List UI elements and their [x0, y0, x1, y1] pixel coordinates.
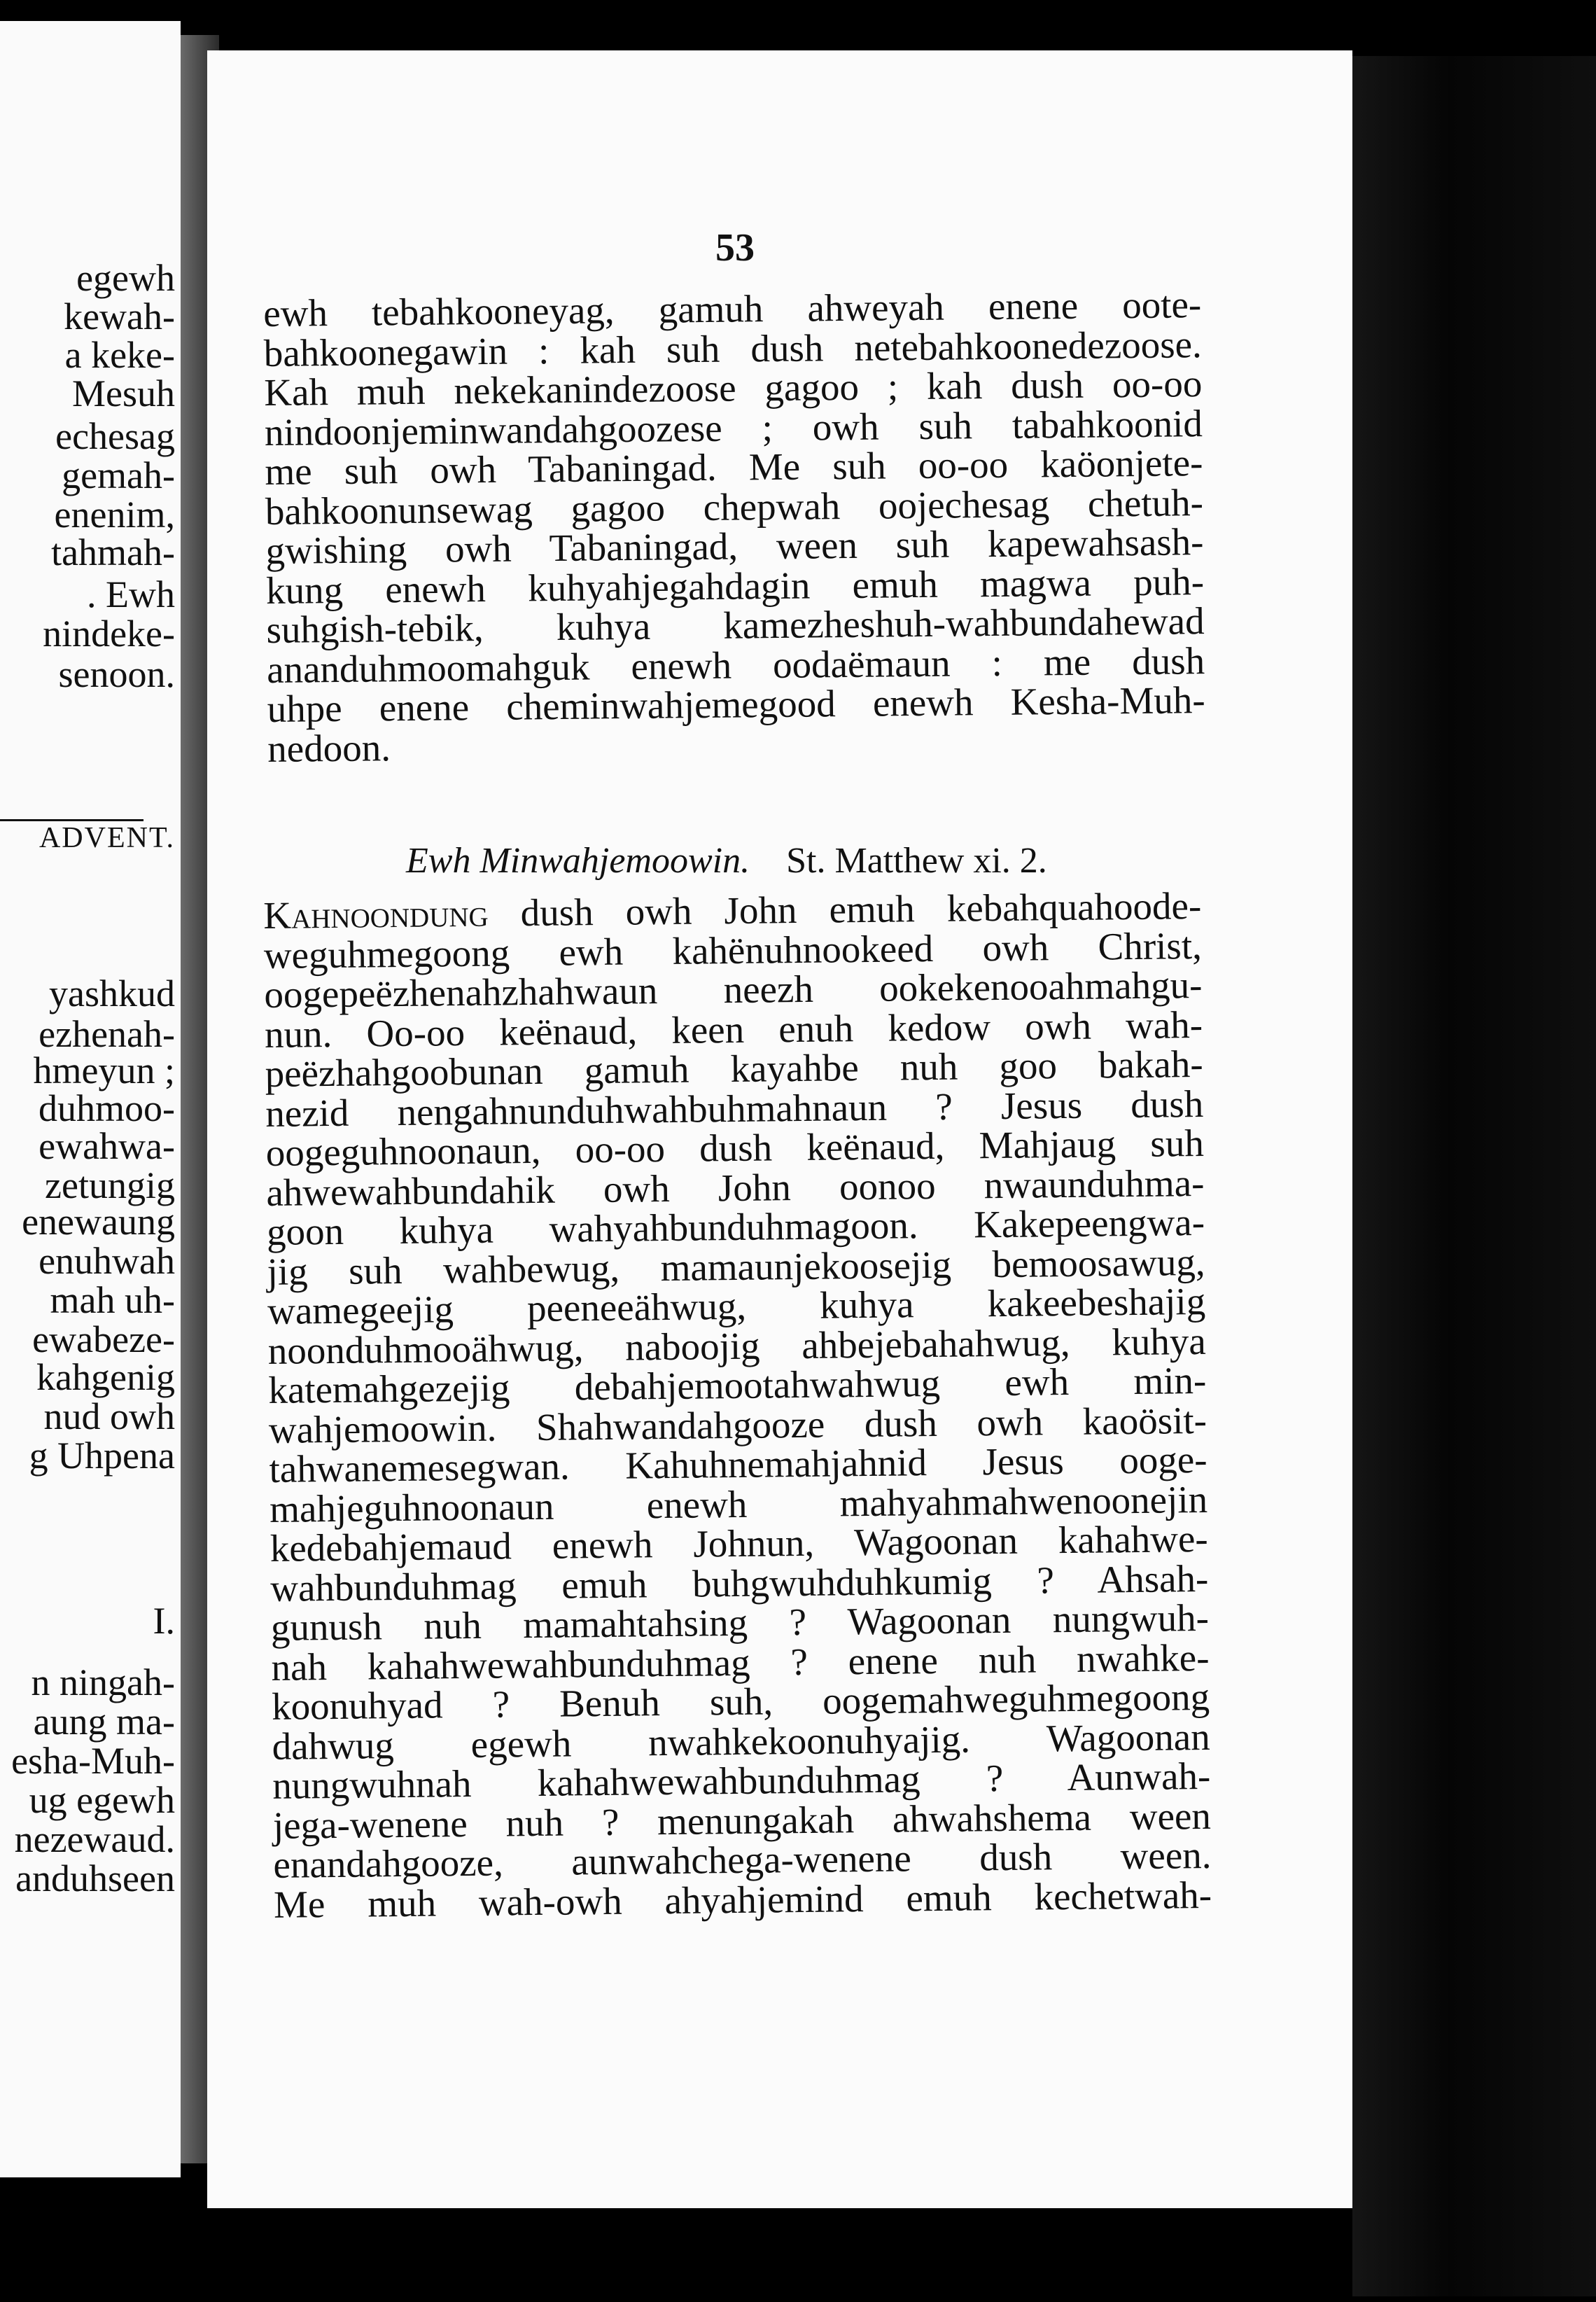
paragraph-line: Kah muh nekekanindezoose gagoo ; kah dush oo-oo	[264, 362, 1203, 414]
left-page-line: enewaung	[22, 1201, 175, 1243]
paragraph-line: nun. Oo-oo keënaud, keen enuh kedow owh wah-	[264, 1003, 1203, 1056]
paragraph-line: nah kahahwewahbunduhmag ? enene nuh nwahke-	[271, 1635, 1210, 1689]
paragraph-line: mahjeguhnoonaun enewh mahyahmahwenoonejin	[269, 1477, 1208, 1530]
paragraph-line: nungwuhnah kahahwewahbunduhmag ? Aunwah-	[272, 1754, 1211, 1807]
paragraph-line: gwishing owh Tabaningad, ween suh kapewahsash-	[265, 520, 1204, 572]
paragraph-line: oogepeëzhenahzhahwaun neezh ookekenooahmahgu-	[264, 963, 1203, 1016]
left-page-line: ug egewh	[29, 1779, 175, 1821]
left-page-line: kahgenig	[36, 1356, 175, 1398]
paragraph-line: uhpe enene cheminwahjemegood enewh Kesha-Muh-	[267, 678, 1205, 730]
paragraph-line: oogeguhnoonaun, oo-oo dush keënaud, Mahjaug suh	[265, 1121, 1205, 1174]
left-page-line: ewabeze-	[32, 1318, 175, 1360]
paragraph-line: nindoonjeminwandahgoozese ; owh suh tabahkoonid	[264, 401, 1203, 454]
left-facing-page	[0, 21, 181, 2177]
paragraph-line: wahbunduhmag emuh buhgwuhduhkumig ? Ahsah-	[270, 1556, 1209, 1610]
paragraph-line: ananduhmoomahguk enewh oodaëmaun : me dush	[266, 639, 1205, 691]
left-page-line: nud owh	[43, 1395, 175, 1437]
left-page-line: tahmah-	[51, 531, 175, 573]
paragraph-line: katemahgezejig debahjemootahwahwug ewh min-	[268, 1358, 1207, 1411]
paragraph-line: peëzhahgoobunan gamuh kayahbe nuh goo bakah-	[265, 1042, 1203, 1095]
paragraph-line: dahwug egewh nwahkekoonuhyajig. Wagoonan	[272, 1715, 1210, 1768]
left-page-line: enuhwah	[38, 1240, 175, 1282]
page-number: 53	[715, 226, 755, 270]
first-line-rest: dush owh John emuh kebahquahoode-	[488, 884, 1202, 935]
paragraph-line: koonuhyad ? Benuh suh, oogemahweguhmegoong	[271, 1675, 1210, 1728]
paragraph-line: kung enewh kuhyahjegahdagin emuh magwa puh-	[265, 559, 1205, 612]
section-reference: St. Matthew xi. 2.	[786, 841, 1047, 881]
paragraph-line: jega-wenene nuh ? menungakah ahwahshema ween	[272, 1794, 1212, 1847]
left-page-line: n ningah-	[31, 1661, 175, 1703]
paragraph-line: suhgish-tebik, kuhya kamezheshuh-wahbundahewad	[266, 599, 1205, 651]
paragraph-line: gunush nuh mamahtahsing ? Wagoonan nungwuh-	[270, 1596, 1210, 1649]
left-page-line: g Uhpena	[29, 1435, 175, 1477]
left-page-line: ewahwa-	[38, 1125, 175, 1167]
paragraph-line: weguhmegoong ewh kahënuhnookeed owh Christ,	[263, 923, 1203, 977]
left-page-line: kewah-	[64, 295, 175, 337]
left-page-line: enenim,	[54, 494, 175, 536]
left-page-line: echesag	[55, 415, 175, 457]
left-page-line: ADVENT.	[38, 822, 175, 854]
left-page-line: . Ewh	[87, 573, 175, 615]
left-page-line: hmeyun ;	[33, 1049, 175, 1091]
paragraph-line: nedoon.	[267, 725, 391, 770]
paragraph-line: goon kuhya wahyahbunduhmagoon. Kakepeengwa-	[266, 1200, 1205, 1253]
paragraph-line: nezid nengahnunduhwahbuhmahnaun ? Jesus dush	[265, 1082, 1204, 1135]
drop-word: Kahnoondung	[262, 891, 489, 937]
paragraph-line: noonduhmooähwug, naboojig ahbejebahahwug, kuhya	[267, 1319, 1207, 1372]
left-page-line: egewh	[76, 257, 175, 299]
paragraph-line: me suh owh Tabaningad. Me suh oo-oo kaöonjete-	[265, 441, 1203, 493]
paragraph-line: kedebahjemaud enewh Johnun, Wagoonan kahahwe-	[270, 1516, 1209, 1570]
paragraph-line: enandahgooze, aunwahchega-wenene dush ween.	[273, 1833, 1212, 1886]
paragraph-line: tahwanemesegwan. Kahuhnemahjahnid Jesus ooge-	[269, 1437, 1208, 1491]
book-edge-shadow	[1352, 56, 1596, 2296]
paragraph-line: ewh tebahkooneyag, gamuh ahweyah enene oote-	[262, 283, 1202, 335]
paragraph-line: bahkoonunsewag gagoo chepwah oojechesag chetuh-	[265, 480, 1204, 533]
paragraph-line: Me muh wah-owh ahyahjemind emuh kechetwah-	[273, 1873, 1212, 1926]
paragraph-2	[263, 886, 1212, 1925]
left-page-line: a keke-	[64, 334, 175, 376]
section-heading	[406, 840, 1047, 881]
left-page-line: I.	[153, 1600, 175, 1642]
left-page-line: aung ma-	[33, 1701, 175, 1743]
section-title: Ewh Minwahjemoowin.	[406, 841, 750, 881]
paragraph-line: wamegeejig peeneeähwug, kuhya kakeebeshajig	[267, 1279, 1206, 1332]
left-page-line: mah uh-	[50, 1279, 175, 1321]
left-page-line: yashkud	[49, 972, 175, 1014]
left-page-line: nezewaud.	[14, 1818, 175, 1860]
left-page-line: anduhseen	[15, 1857, 175, 1899]
left-page-line: Mesuh	[72, 372, 175, 414]
section-divider	[0, 819, 144, 821]
left-page-line: zetungig	[45, 1164, 175, 1206]
left-page-line: ezhenah-	[38, 1013, 175, 1055]
paragraph-line: bahkoonegawin : kah suh dush netebahkoonedezoose.	[263, 322, 1203, 375]
paragraph-line: ahwewahbundahik owh John oonoo nwaunduhma-	[266, 1161, 1205, 1214]
left-page-line: gemah-	[62, 454, 175, 496]
left-page-line: esha-Muh-	[11, 1740, 175, 1782]
left-page-line: senoon.	[58, 653, 175, 695]
paragraph-line: wahjemoowin. Shahwandahgooze dush owh kaoösit-	[268, 1398, 1208, 1451]
left-page-line: duhmoo-	[38, 1087, 175, 1129]
paragraph-line: jig suh wahbewug, mamaunjekoosejig bemoosawug,	[267, 1240, 1205, 1293]
left-page-line: nindeke-	[43, 613, 175, 655]
paragraph-1	[263, 285, 1205, 769]
